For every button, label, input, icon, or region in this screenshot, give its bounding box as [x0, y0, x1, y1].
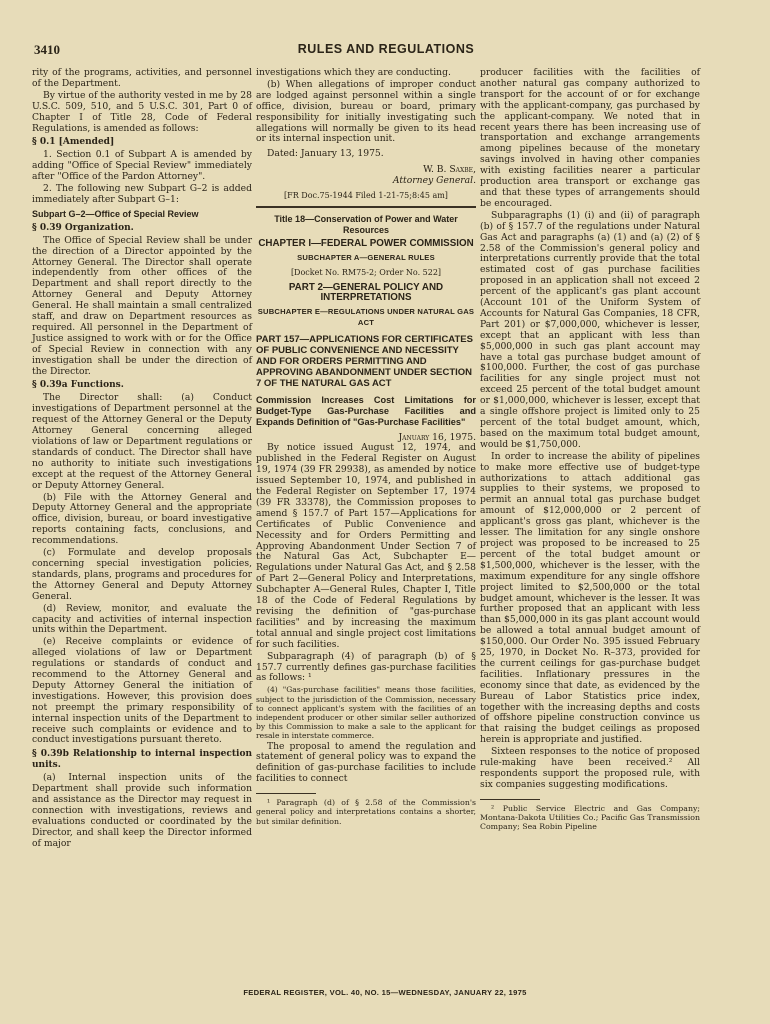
section-heading: § 0.39b Relationship to internal inspection units. [32, 749, 252, 771]
section-heading: § 0.39 Organization. [32, 222, 134, 233]
title-heading: Title 18—Conservation of Power and Water Resources [274, 213, 458, 235]
column-2 [256, 68, 476, 827]
paragraph: Subparagraphs (1) (i) and (ii) of paragraph (b) of § 157.7 of the regulations under Natural Gas Act and paragraphs (a) (1) and (a) (2) of § 2.58 of the Commission's general policy and interpretations currently provide that the total estimated cost of gas purchase facilities proposed in an application shall not exceed 2 percent of the applicant's gas plant account (Account 101 of the Uniform System of Accounts for Natural Gas Companies, 18 CFR, Part 201) or $7,000,000, whichever is lesser, except that an applicant with less than $5,000,000 in such gas plant account may have a total gas purchase budget amount of $100,000. Further, the cost of gas purchase facilities for any single project must not exceed 25 percent of the total budget amount or $1,000,000, whichever is lesser, except that a single offshore project is limited only to 25 percent of the total budget amount, which, based on the maximum total budget amount, would be $1,750,000. [480, 209, 700, 450]
paragraph: rity of the programs, activities, and personnel of the Department. [32, 67, 252, 89]
footnote: ² Public Service Electric and Gas Company; Montana-Dakota Utilities Co.; Pacific Gas Transmission Company; Sea Robin Pipeline [480, 803, 700, 832]
paragraph: investigations which they are conducting. [256, 67, 451, 78]
chapter-heading: CHAPTER I—FEDERAL POWER COMMISSION [258, 237, 474, 249]
paragraph: 2. The following new Subpart G–2 is added immediately after Subpart G–1: [32, 183, 252, 205]
column-1 [32, 68, 252, 851]
part-heading: PART 157—APPLICATIONS FOR CERTIFICATES OF PUBLIC CONVENIENCE AND NECESSITY AND FOR ORDERS PERMITTING AND APPROVING ABANDONMENT UNDER SECTION 7 OF THE NATURAL GAS ACT [256, 334, 473, 390]
footnote: ¹ Paragraph (d) of § 2.58 of the Commission's general policy and interpretations contains a shorter, but similar definition. [256, 798, 476, 826]
docket-line: [Docket No. RM75-2; Order No. 522] [290, 267, 442, 277]
paragraph: producer facilities with the facilities of another natural gas company authorized to transport for the account of or for exchange with the applicant-company, gas purchased by the applicant-company. We noted that in recent years there has been increasing use of transportation and exchange arrangements among pipelines because of the monetary savings involved in having other companies with existing facilities nearer a particular production area transport or exchange gas and that these types of arrangements should be encouraged. [480, 67, 700, 209]
section-heading: § 0.1 [Amended] [32, 137, 115, 148]
page-number: 3410 [34, 42, 60, 57]
signature-name: W. B. Saxbe, [423, 164, 476, 176]
signature-title: Attorney General. [392, 175, 476, 187]
paragraph: (e) Receive complaints or evidence of alleged violations of law or Department regulations or standards of conduct and recommend to the Attorney General and Deputy Attorney General the initiation of investigations. However, this provision does not preempt the primary responsibility of internal inspection units of the Department to receive such complaints or evidence and to conduct investigations pursuant thereto. [32, 636, 252, 746]
date-line: January 16, 1975. [398, 431, 476, 443]
paragraph: By virtue of the authority vested in me by 28 U.S.C. 509, 510, and 5 U.S.C. 301, Part 0 of Chapter I of Title 28, Code of Federal Regulations, is amended as follows: [32, 89, 252, 134]
paragraph: In order to increase the ability of pipelines to make more effective use of budget-type authorizations to attach additional gas supplies to their systems, we proposed to permit an annual total gas purchase budget amount of $12,000,000 or 2 percent of applicant's gross gas plant, whichever is the lesser. The limitation for any single onshore project was proposed to be increased to 25 percent of the total budget amount or $1,500,000, whichever is the lesser, with the maximum expenditure for any single offshore project limited to $2,500,000 or the total budget amount, whichever is the lesser. It was further proposed that an applicant with less than $5,000,000 in its gas plant account would be allowed a total annual budget amount of $150,000. Our Order No. 395 issued February 25, 1970, in Docket No. R–373, provided for the current ceilings for gas-purchase budget facilities. Inflationary pressures in the economy since that date, as evidenced by the Bureau of Labor Statistics price index, together with the increasing depths and costs of offshore pipeline construction convince us that raising the budget ceilings as proposed herein is appropriate and justified. [480, 450, 700, 746]
footnote-divider [256, 793, 316, 794]
page-header [30, 42, 742, 60]
paragraph: Subparagraph (4) of paragraph (b) of § 157.7 currently defines gas-purchase facilities as follows: ¹ [256, 650, 476, 684]
section-heading: § 0.39a Functions. [32, 380, 124, 391]
paragraph: The proposal to amend the regulation and statement of general policy was to expand the definition of gas-purchase facilities to include facilities to connect [256, 740, 476, 785]
paragraph: (a) Internal inspection units of the Department shall provide such information and assistance as the Director may request in connection with investigations, reviews and evaluations conducted or coordinated by the Director, and shall keep the Director informed of major [32, 772, 252, 849]
paragraph: Sixteen responses to the notice of proposed rule-making have been received.² All respondents support the proposed rule, with six companies suggesting modifications. [480, 746, 700, 790]
divider [256, 206, 476, 208]
page-footer: FEDERAL REGISTER, VOL. 40, NO. 15—WEDNESDAY, JANUARY 22, 1975 [243, 988, 527, 997]
footnote-divider [480, 799, 540, 800]
column-3 [480, 68, 700, 832]
running-head: RULES AND REGULATIONS [297, 42, 475, 56]
paragraph: (b) File with the Attorney General and Deputy Attorney General and the appropriate office, division, bureau, or board investigative reports containing facts, conclusions, and recommendations. [32, 491, 252, 547]
paragraph: The Office of Special Review shall be under the direction of a Director appointed by the Attorney General. The Director shall operate independently from other offices of the Department and shall report directly to the Attorney General and Deputy Attorney General. He shall maintain a small centralized staff, and draw on Department resources as required. All personnel in the Department of Justice assigned to work with or for the Office of Special Review in connection with any investigation shall be under the direction of the Director. [32, 234, 252, 377]
fr-doc-line: [FR Doc.75-1944 Filed 1-21-75;8:45 am] [284, 191, 448, 201]
subchapter-heading: SUBCHAPTER A—GENERAL RULES [297, 252, 435, 262]
paragraph: (b) When allegations of improper conduct are lodged against personnel within a single office, division, bureau or board, primary responsibility for initially investigating such allegations will normally be given to its head or its internal inspection unit. [256, 78, 476, 145]
paragraph: (c) Formulate and develop proposals concerning special investigation policies, standards, plans, programs and procedures for the Attorney General and Deputy Attorney General. [32, 547, 252, 602]
paragraph: By notice issued August 12, 1974, and published in the Federal Register on August 19, 1974 (39 FR 29938), as amended by notice issued September 10, 1974, and published in the Federal Register on September 17, 1974 (39 FR 33378), the Commission proposes to amend § 157.7 of Part 157—Applications for Certificates of Public Convenience and Necessity and for Orders Permitting and Approving Abandonment Under Section 7 of the Natural Gas Act, Subchapter E—Regulations under Natural Gas Act, and § 2.58 of Part 2—General Policy and Interpretations, Subchapter A—General Rules, Chapter I, Title 18 of the Code of Federal Regulations by revising the definition of "gas-purchase facilities" and by increasing the maximum total annual and single project cost limitations for such facilities. [256, 442, 476, 650]
paragraph: The Director shall: (a) Conduct investigations of Department personnel at the request of the Attorney General or the Deputy Attorney General concerning alleged violations of law or Department regulations or standards of conduct. The Director shall have no authority to initiate such investigations except at the request of the Attorney General or Deputy Attorney General. [32, 392, 252, 491]
subpart-heading: Subpart G–2—Office of Special Review [32, 208, 199, 219]
paragraph: 1. Section 0.1 of Subpart A is amended by adding "Office of Special Review" immediately after "Office of the Pardon Attorney". [32, 149, 252, 183]
part-heading: PART 2—GENERAL POLICY AND INTERPRETATIONS [288, 281, 444, 304]
rule-heading: Commission Increases Cost Limitations for Budget-Type Gas-Purchase Facilities and Expands Definition of "Gas-Purchase Facilities" [256, 395, 476, 427]
paragraph: (d) Review, monitor, and evaluate the capacity and activities of internal inspection units within the Department. [32, 602, 252, 636]
quoted-definition: (4) "Gas-purchase facilities" means those facilities, subject to the jurisdiction of the Commission, necessary to connect applicant's system with the facilities of an independent producer or other similar seller authorized by this Commission to make a sale to the applicant for resale in interstate commerce. [256, 685, 476, 741]
subchapter-heading: SUBCHAPTER E—REGULATIONS UNDER NATURAL GAS ACT [257, 307, 475, 328]
dated-line: Dated: January 13, 1975. [267, 148, 384, 160]
